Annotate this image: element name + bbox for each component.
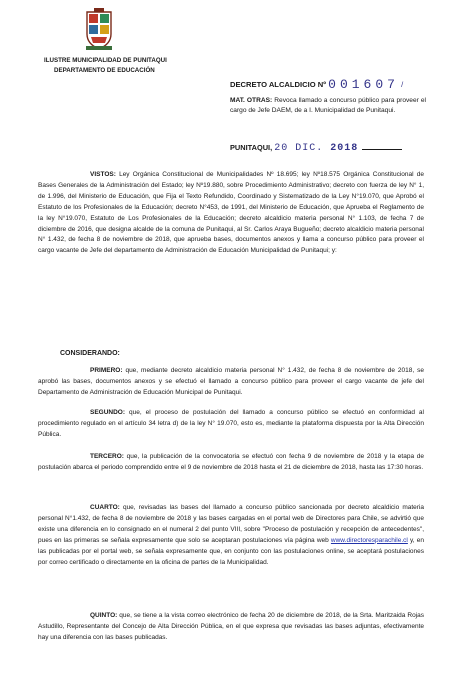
primero-label: PRIMERO: — [90, 367, 123, 374]
segundo-label: SEGUNDO: — [90, 409, 126, 416]
date-underline — [362, 149, 402, 150]
materia-text: Revoca llamado a concurso público para proveer el cargo de Jefe DAEM, de a I. Municipalidad de Punitaqui. — [230, 97, 426, 115]
cuarto-text-2: y, en las publicadas por el portal web, se señala expresamente que, en conjunto con las postulaciones online, se aceptará postulaciones por correo certificado o directamente en la oficina de partes de la Municipalidad. — [38, 536, 424, 566]
cuarto-label: CUARTO: — [90, 504, 120, 511]
quinto-text: que, se tiene a la vista correo electrónico de fecha 20 de diciembre de 2018, de la Srta. Maritzaida Rojas Astudillo, Representante del Concejo de Alta Dirección Pública, en el que expresa que revisadas las bases adjuntas, efectivamente hay una diferencia con las bases publicadas. — [38, 612, 424, 641]
vistos-text: Ley Orgánica Constitucional de Municipalidades Nº 18.695; ley Nº18.575 Orgánica Constitucional de Bases Generales de la Administración del Estado; ley Nº19.880, sobre Procedimiento Administrativo; decreto con fuerza de ley N° 1, de 1.996, del Ministerio de Educación, que Fija el Texto Refundido, Coordinado y Sistematizado de la Ley N°19.070, que Aprobó el Estatuto de los Profesionales de la Educación; decreto N°453, de 1991, del Ministerio de Educación, que Aprueba el Reglamento de la ley N°19.070, Estatuto de Los Profesionales de la Educación; decreto alcaldicio materia personal N° 1.103, de fecha 7 de diciembre de 2016, que designa alcalde de la comuna de Punitaqui, al Sr. Carlos Araya Bugueño; decreto alcaldicio materia personal N° 1.432, de fecha 8 de noviembre de 2018, que aprueba bases, documentos anexos y llama a concurso público para proveer el cargo vacante de Jefe del departamento de Administración de Educación Municipalidad de Punitaqui; y: — [38, 171, 424, 255]
organization-block — [44, 56, 167, 76]
considerando-heading: CONSIDERANDO: — [60, 350, 120, 357]
segundo-paragraph — [38, 408, 424, 441]
tercero-paragraph — [38, 452, 424, 474]
cuarto-text-1: que, revisadas las bases del llamado a concurso público sancionada por decreto alcaldicio materia personal N°1.432, de fecha 8 de noviembre de 2018 y las bases cargadas en el portal web de Directores para Chile, se advirtió que existe una diferencia en lo consignado en el numeral 2 del punto VIII, sobre "Proceso de postulación y recepción de antecedentes", pues en las primeras se señala expresamente que solo se aceptaran postulaciones vía página web — [38, 504, 424, 544]
primero-paragraph — [38, 366, 424, 399]
decree-label: DECRETO ALCALDICIO Nº — [230, 80, 327, 89]
vistos-paragraph — [38, 170, 424, 257]
primero-text: que, mediante decreto alcaldicio materia personal N° 1.432, de fecha 8 de noviembre de 2018, se aprobó las bases, documentos anexos y se efectuó el llamado a concurso público para proveer el cargo vacante de jefe del Departamento de Administración de Educación Municipal de Punitaqui. — [38, 367, 424, 396]
quinto-label: QUINTO: — [90, 612, 118, 619]
org-department: DEPARTAMENTO DE EDUCACIÓN — [54, 67, 155, 74]
tercero-text: que, la publicación de la convocatoria se efectuó con fecha 9 de noviembre de 2018 y la etapa de postulación abarca el periodo comprendido entre el 9 de noviembre de 2018 hasta el 21 de diciembre de 2018, hasta las 17:30 horas. — [38, 453, 425, 471]
decree-subject — [230, 96, 426, 117]
tercero-label: TERCERO: — [90, 453, 124, 460]
decree-date — [274, 143, 358, 154]
directores-link[interactable]: www.directoresparachile.cl — [330, 536, 408, 544]
decree-place: PUNITAQUI, — [230, 143, 273, 152]
decree-number-line — [230, 77, 403, 92]
quinto-paragraph — [38, 611, 424, 644]
decree-slash: / — [401, 80, 404, 89]
municipal-crest-icon — [84, 8, 114, 52]
decree-date-line — [230, 143, 402, 154]
materia-label: MAT. OTRAS: — [230, 97, 273, 104]
vistos-label: VISTOS: — [90, 171, 116, 178]
segundo-text: que, el proceso de postulación del llamado a concurso público se efectuó en conformidad al procedimiento regulado en el artículo 34 letra d) de la ley N° 19.070, esto es, mediante la plataforma dispuesta por la Alta Dirección Pública. — [38, 409, 424, 438]
decree-number: 001607 — [328, 77, 399, 92]
org-name: ILUSTRE MUNICIPALIDAD DE PUNITAQUI — [44, 57, 167, 64]
decree-date-day: 20 DIC. — [274, 143, 331, 154]
decree-date-year: 2018 — [330, 143, 359, 154]
cuarto-paragraph — [38, 503, 424, 568]
